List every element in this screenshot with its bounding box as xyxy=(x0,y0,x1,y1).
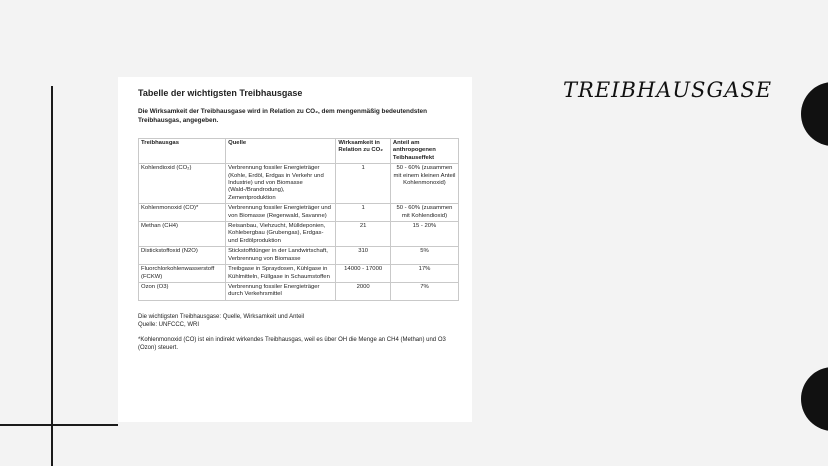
cell-gas: Kohlendioxid (CO₂) xyxy=(139,164,226,204)
table-row xyxy=(139,247,459,265)
document-image xyxy=(118,77,472,422)
cell-gas: Distickstoffoxid (N2O) xyxy=(139,247,226,265)
header-effect: Wirksamkeit in Relation zu CO₂ xyxy=(336,139,391,164)
cell-gas: Kohlenmonoxid (CO)* xyxy=(139,204,226,222)
table-row xyxy=(139,265,459,283)
table-caption xyxy=(138,313,460,329)
header-share: Anteil am anthropogenen Teibhauseffekt xyxy=(390,139,458,164)
cell-share: 50 - 60% (zusammen mit einem kleinen Anteil Kohlenmonoxid) xyxy=(390,164,458,204)
cell-share: 15 - 20% xyxy=(390,222,458,247)
cell-source: Verbrennung fossiler Energieträger durch Verkehrsmittel xyxy=(226,282,336,300)
cell-share: 50 - 60% (zusammen mit Kohlendioxid) xyxy=(390,204,458,222)
decorative-vertical-line xyxy=(51,86,53,466)
cell-effect: 21 xyxy=(336,222,391,247)
slide-title: TREIBHAUSGASE xyxy=(563,78,773,102)
cell-effect: 310 xyxy=(336,247,391,265)
decorative-circle-bottom xyxy=(801,367,828,431)
cell-source: Verbrennung fossiler Energieträger und von Biomasse (Regenwald, Savanne) xyxy=(226,204,336,222)
cell-effect: 2000 xyxy=(336,282,391,300)
cell-share: 5% xyxy=(390,247,458,265)
table-row xyxy=(139,204,459,222)
footnote: *Kohlenmonoxid (CO) ist ein indirekt wirkendes Treibhausgas, weil es über OH die Menge an CH4 (Methan) und O3 (Ozon) steuert. xyxy=(138,336,446,351)
cell-gas: Ozon (O3) xyxy=(139,282,226,300)
cell-source: Treibgase in Spraydosen, Kühlgase in Kühlmitteln, Füllgase in Schaumstoffen xyxy=(226,265,336,283)
table-row xyxy=(139,222,459,247)
document-heading: Tabelle der wichtigsten Treibhausgase xyxy=(138,88,303,98)
greenhouse-gas-table xyxy=(138,138,459,301)
table-row xyxy=(139,282,459,300)
cell-source: Reisanbau, Viehzucht, Mülldeponien, Kohlebergbau (Grubengas), Erdgas- und Erdölproduktion xyxy=(226,222,336,247)
table-row xyxy=(139,164,459,204)
decorative-circle-top xyxy=(801,82,828,146)
cell-share: 17% xyxy=(390,265,458,283)
cell-gas: Methan (CH4) xyxy=(139,222,226,247)
cell-effect: 14000 - 17000 xyxy=(336,265,391,283)
header-gas: Treibhausgas xyxy=(139,139,226,164)
cell-gas: Fluorchlorkohlenwasserstoff (FCKW) xyxy=(139,265,226,283)
decorative-horizontal-line xyxy=(0,424,118,426)
cell-source: Verbrennung fossiler Energieträger (Kohle, Erdöl, Erdgas in Verkehr und Industrie) und von Biomasse (Wald-/Brandrodung), Zementproduktion xyxy=(226,164,336,204)
caption-line: Die wichtigsten Treibhausgase: Quelle, Wirksamkeit und Anteil xyxy=(138,313,305,320)
table-header-row xyxy=(139,139,459,164)
cell-effect: 1 xyxy=(336,204,391,222)
document-subtitle: Die Wirksamkeit der Treibhausgase wird in Relation zu CO₂, dem mengenmäßig bedeutendsten Treibhausgas, angegeben. xyxy=(138,108,428,124)
cell-effect: 1 xyxy=(336,164,391,204)
cell-share: 7% xyxy=(390,282,458,300)
caption-source: Quelle: UNFCCC, WRI xyxy=(138,321,200,328)
header-source: Quelle xyxy=(226,139,336,164)
cell-source: Stickstoffdünger in der Landwirtschaft, Verbrennung von Biomasse xyxy=(226,247,336,265)
